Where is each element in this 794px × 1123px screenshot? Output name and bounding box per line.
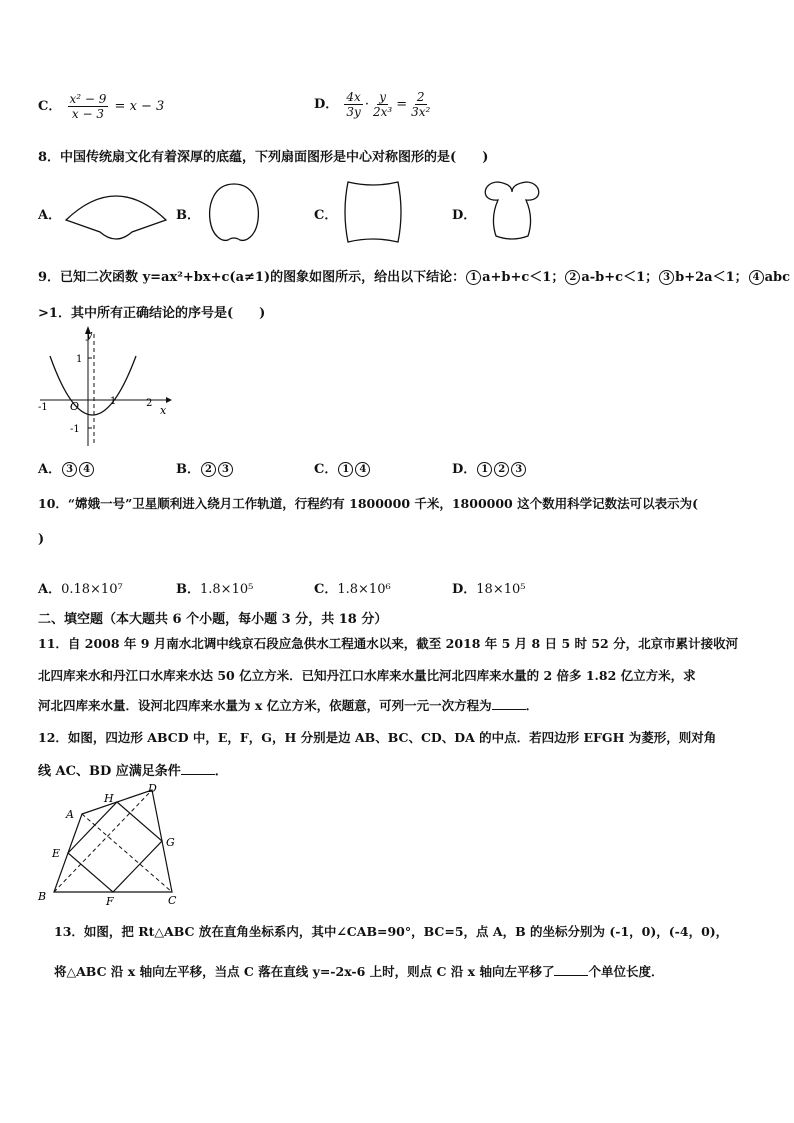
answer-blank[interactable] (181, 762, 215, 775)
parabola-graph (36, 324, 172, 450)
vertex-h-label: H (104, 792, 114, 805)
option-label: D． (314, 97, 339, 112)
q10-option-d[interactable]: D．18×10⁵ (452, 582, 526, 597)
fan-shape-c-icon (340, 178, 406, 246)
vertex-d-label: D (148, 782, 157, 795)
equation-rhs: = x − 3 (114, 99, 165, 114)
vertex-a-label: A (66, 808, 74, 821)
q13-line1: 13．如图，把 Rt△ABC 放在直角坐标系内，其中∠CAB=90°，BC=5，点 A，B 的坐标分别为 (-1，0)，(-4，0)， (54, 924, 729, 939)
tick-yneg1: -1 (70, 424, 80, 435)
answer-blank[interactable] (554, 963, 588, 976)
vertex-c-label: C (168, 894, 177, 907)
q9-option-c[interactable]: C． 1 4 (314, 458, 371, 477)
q8-option-a-label[interactable]: A． (38, 208, 62, 223)
q12-line1: 12．如图，四边形 ABCD 中，E，F，G，H 分别是边 AB、BC、CD、DA 的中点．若四边形 EFGH 为菱形，则对角 (38, 730, 717, 745)
q8-option-d-label[interactable]: D． (452, 208, 477, 223)
q9-option-a[interactable]: A． 3 4 (38, 458, 95, 477)
y-axis-label: y (86, 328, 93, 341)
tick-y1: 1 (76, 354, 83, 365)
q11-line1: 11．自 2008 年 9 月南水北调中线京石段应急供水工程通水以来，截至 2018 年 5 月 8 日 5 时 52 分，北京市累计接收河 (38, 636, 739, 651)
q9-stem-line1: 9．已知二次函数 y=ax²+bx+c(a≠1)的图象如图所示，给出以下结论： 1 a+b+c＜1； 2 a-b+c＜1； 3 b+2a＜1； 4 abc (38, 270, 791, 285)
x-axis-arrow-icon (166, 397, 172, 403)
fraction: $\frac{\text{x² − 9}}{x - 3}$ (69, 92, 107, 121)
q9-option-b[interactable]: B． 2 3 (176, 458, 234, 477)
fan-shape-b-icon (204, 180, 264, 246)
q12-line2: 线 AC、BD 应满足条件 ． (38, 764, 228, 779)
q10-option-a[interactable]: A．0.18×10⁷ (38, 582, 123, 597)
diagonal-bd (54, 790, 152, 892)
q10-option-c[interactable]: C．1.8×10⁶ (314, 582, 391, 597)
tick-1: 1 (110, 396, 117, 407)
vertex-b-label: B (38, 890, 47, 903)
q11-line2: 北四库来水和丹江口水库来水达 50 亿立方米．已知丹江口水库来水量比河北四库来水量的 2 倍多 1.82 亿立方米，求 (38, 668, 696, 683)
vertex-e-label: E (52, 847, 61, 860)
q8-option-b-label[interactable]: B． (176, 208, 200, 223)
quadrilateral-figure (34, 780, 194, 908)
tick-neg1: -1 (38, 402, 48, 413)
q8-option-c-label[interactable]: C． (314, 208, 338, 223)
vertex-g-label: G (166, 836, 175, 849)
q9-stem-line2: >1．其中所有正确结论的序号是( ) (38, 306, 266, 321)
vertex-f-label: F (106, 895, 114, 908)
x-axis-label: x (160, 404, 167, 417)
q7-option-d[interactable]: D． $\frac{4x}{3y}$ · $\frac{y}{\text{2x³}}$ = $\frac{2}{\text{3x²}}$ (314, 90, 431, 119)
q9-option-d[interactable]: D． 1 2 3 (452, 458, 527, 477)
q10-option-b[interactable]: B．1.8×10⁵ (176, 582, 254, 597)
q10-stem-line2: ) (38, 532, 45, 547)
option-label: C． (38, 99, 62, 114)
fan-shape-a-icon (62, 180, 170, 244)
origin-label: O (70, 400, 80, 413)
quadrilateral-efgh (68, 802, 162, 892)
fan-shape-d-icon (478, 178, 546, 244)
q10-stem-line1: 10．“嫦娥一号”卫星顺利进入绕月工作轨道，行程约有 1800000 千米，1800000 这个数用科学记数法可以表示为( (38, 496, 699, 511)
q8-stem: 8．中国传统扇文化有着深厚的底蕴，下列扇面图形是中心对称图形的是( ) (38, 150, 489, 165)
q13-line2: 将△ABC 沿 x 轴向左平移，当点 C 落在直线 y=-2x-6 上时，则点 C 沿 x 轴向左平移了 个单位长度． (54, 964, 664, 979)
tick-2: 2 (146, 398, 153, 409)
q11-line3: 河北四库来水量．设河北四库来水量为 x 亿立方米，依题意，可列一元一次方程为 ． (38, 698, 539, 713)
section-heading: 二、填空题（本大题共 6 个小题，每小题 3 分，共 18 分） (38, 612, 388, 627)
q7-option-c[interactable] (38, 92, 164, 121)
answer-blank[interactable] (492, 697, 526, 710)
parabola-curve (50, 356, 136, 415)
